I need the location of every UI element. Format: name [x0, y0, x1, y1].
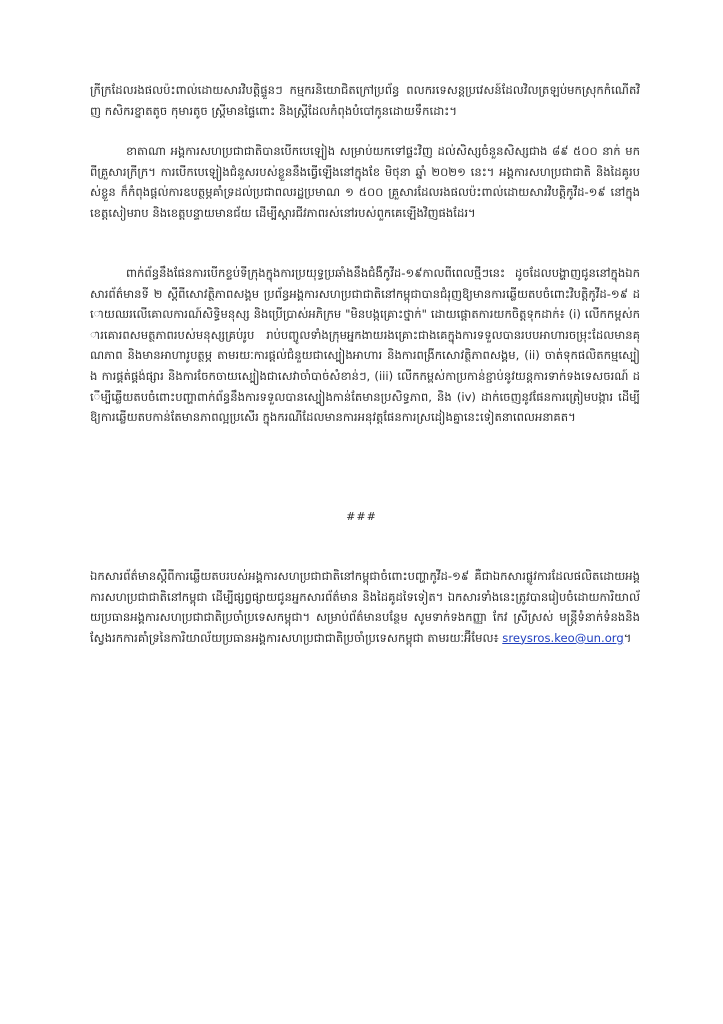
closing-end: ។ [623, 630, 632, 645]
paragraph-un-response: ពាក់ព័ន្ធនឹងផែនការបើកខ្ទប់ទីក្រុងក្នុងការប្រយុទ្ធប្រឆាំងនឹងជំងឺកូវីដ-១៩កាលពីពេលថ្មីៗនេះ ដូចដែលបង្ហាញជូននៅក្នុងឯកសារព័ត៌មានទី ២ ស្តីពីសោវត្ថិភាពសង្គម ប្រព័ន្ធអង្គការសហប្រជាជាតិនៅកម្ពុជាបានជំរុញឱ្យមានការឆ្លើយតបចំពោះវិបត្តិកូវីដ-១៩ ដោយឈរលើគោលការណ៍សិទ្ធិមនុស្ស និងប្រើប្រាស់អភិក្រម "មិនបង្កគ្រោះថ្នាក់" ដោយផ្តោតការយកចិត្តទុកដាក់៖ (i) លើកកម្ពស់ការគោរពសមត្ថភាពរបស់មនុស្សគ្រប់រូប រាប់បញ្ចូលទាំងក្រុមអ្នកងាយរងគ្រោះជាងគេក្នុងការទទួលបានរបបអាហារចម្រុះដែលមានគុណភាព និងមានអាហារូបត្ថម្ភ តាមរយៈការផ្តល់ជំនួយជាស្បៀងអាហារ និងការពង្រីកសោវត្ថិភាពសង្គម, (ii) ចាត់ទុកផលិតកម្មស្បៀង ការផ្គត់ផ្គង់ផ្សារ និងការចែកចាយស្បៀងជាសេវាចាំបាច់សំខាន់ៗ, (iii) លើកកម្ពស់កាប្រកាន់ខ្ជាប់នូវយន្តការទាក់ទងទេសចរណ៍ ដើម្បីឆ្លើយតបចំពោះបញ្ហាពាក់ព័ន្ធនឹងការទទួលបានស្បៀងកាន់តែមានប្រសិទ្ធភាព, និង (iv) ដាក់ចេញនូវផែនការត្រៀមបង្ការ ដើម្បីឱ្យការឆ្លើយតបកាន់តែមានភាពល្អប្រសើរ ក្នុងករណីដែលមានការអនុវត្តផែនការស្រដៀងគ្នានេះទៀតនាពេលអនាគត។ [90, 266, 640, 425]
closing-note [90, 566, 640, 696]
section-separator: ### [346, 510, 377, 523]
contact-email-link[interactable]: sreysros.keo@un.org [502, 630, 624, 645]
paragraph-beneficiaries: ក្រីក្រដែលរងផលប៉ះពាល់ដោយសារវិបត្តិផ្ទួនៗ កម្មករនិយោជិតក្រៅប្រព័ន្ធ ពលករទេសន្តប្រវេសន៍ដែលវិលត្រឡប់មកស្រុកកំណើតវិញ កសិករខ្នាតតូច កុមារតូច ស្ត្រីមានផ្ទៃពោះ និងស្ត្រីដែលកំពុងបំបៅកូនដោយទឹកដោះ។ [90, 83, 640, 118]
paragraph-school-meals: ខាតាណា អង្គការសហប្រជាជាតិបានបើកបេឡៀង សម្រាប់យកទៅផ្ទះវិញ ដល់សិស្សចំនួនសិស្សជាង ៨៩ ៥០០ នាក់ មកពីគ្រួសារក្រីក្រ។ ការបើកបេឡៀងជំនួសរបស់ខ្លួននឹងធ្វើឡើងនៅក្នុងខែ មិថុនា ឆ្នាំ ២០២១ នេះ។ អង្គការសហប្រជាជាតិ និងដៃគូរបស់ខ្លួន ក៏កំពុងផ្តល់ការឧបត្ថម្ភគាំទ្រដល់ប្រជាពលរដ្ឋប្រមាណ ១ ៥០០ គ្រួសារដែលរងផលប៉ះពាល់ដោយសារវិបត្តិកូវីដ-១៩ នៅក្នុងខេត្តសៀមរាប និងខេត្តបន្ទាយមានជ័យ ដើម្បីស្តារជីវភាពរស់នៅរបស់ពួកគេឡើងវិញផងដែរ។ [90, 144, 640, 220]
closing-text: ឯកសារព័ត៌មានស្តីពីការឆ្លើយតបរបស់អង្គការសហប្រជាជាតិនៅកម្ពុជាចំពោះបញ្ហាកូវីដ-១៩ គឺជាឯកសារផ្លូវការដែលផលិតដោយអង្គការសហប្រជាជាតិនៅកម្ពុជា ដើម្បីផ្សព្វផ្សាយជូនអ្នកសារព័ត៌មាន និងដៃគូដទៃទៀត។ ឯកសារទាំងនេះត្រូវបានរៀបចំដោយការិយាល័យប្រធានអង្គការសហប្រជាជាតិប្រចាំប្រទេសកម្ពុជា។ សម្រាប់ព័ត៌មានបន្ថែម សូមទាក់ទងកញ្ញា កែវ ស្រីស្រស់ មន្ត្រីទំនាក់ទំនងនិងស្វែងរកការគាំទ្រនៃការិយាល័យប្រធានអង្គការសហប្រជាជាតិប្រចាំប្រទេសកម្ពុជា តាមរយៈអ៊ីមែល៖ [90, 569, 640, 645]
